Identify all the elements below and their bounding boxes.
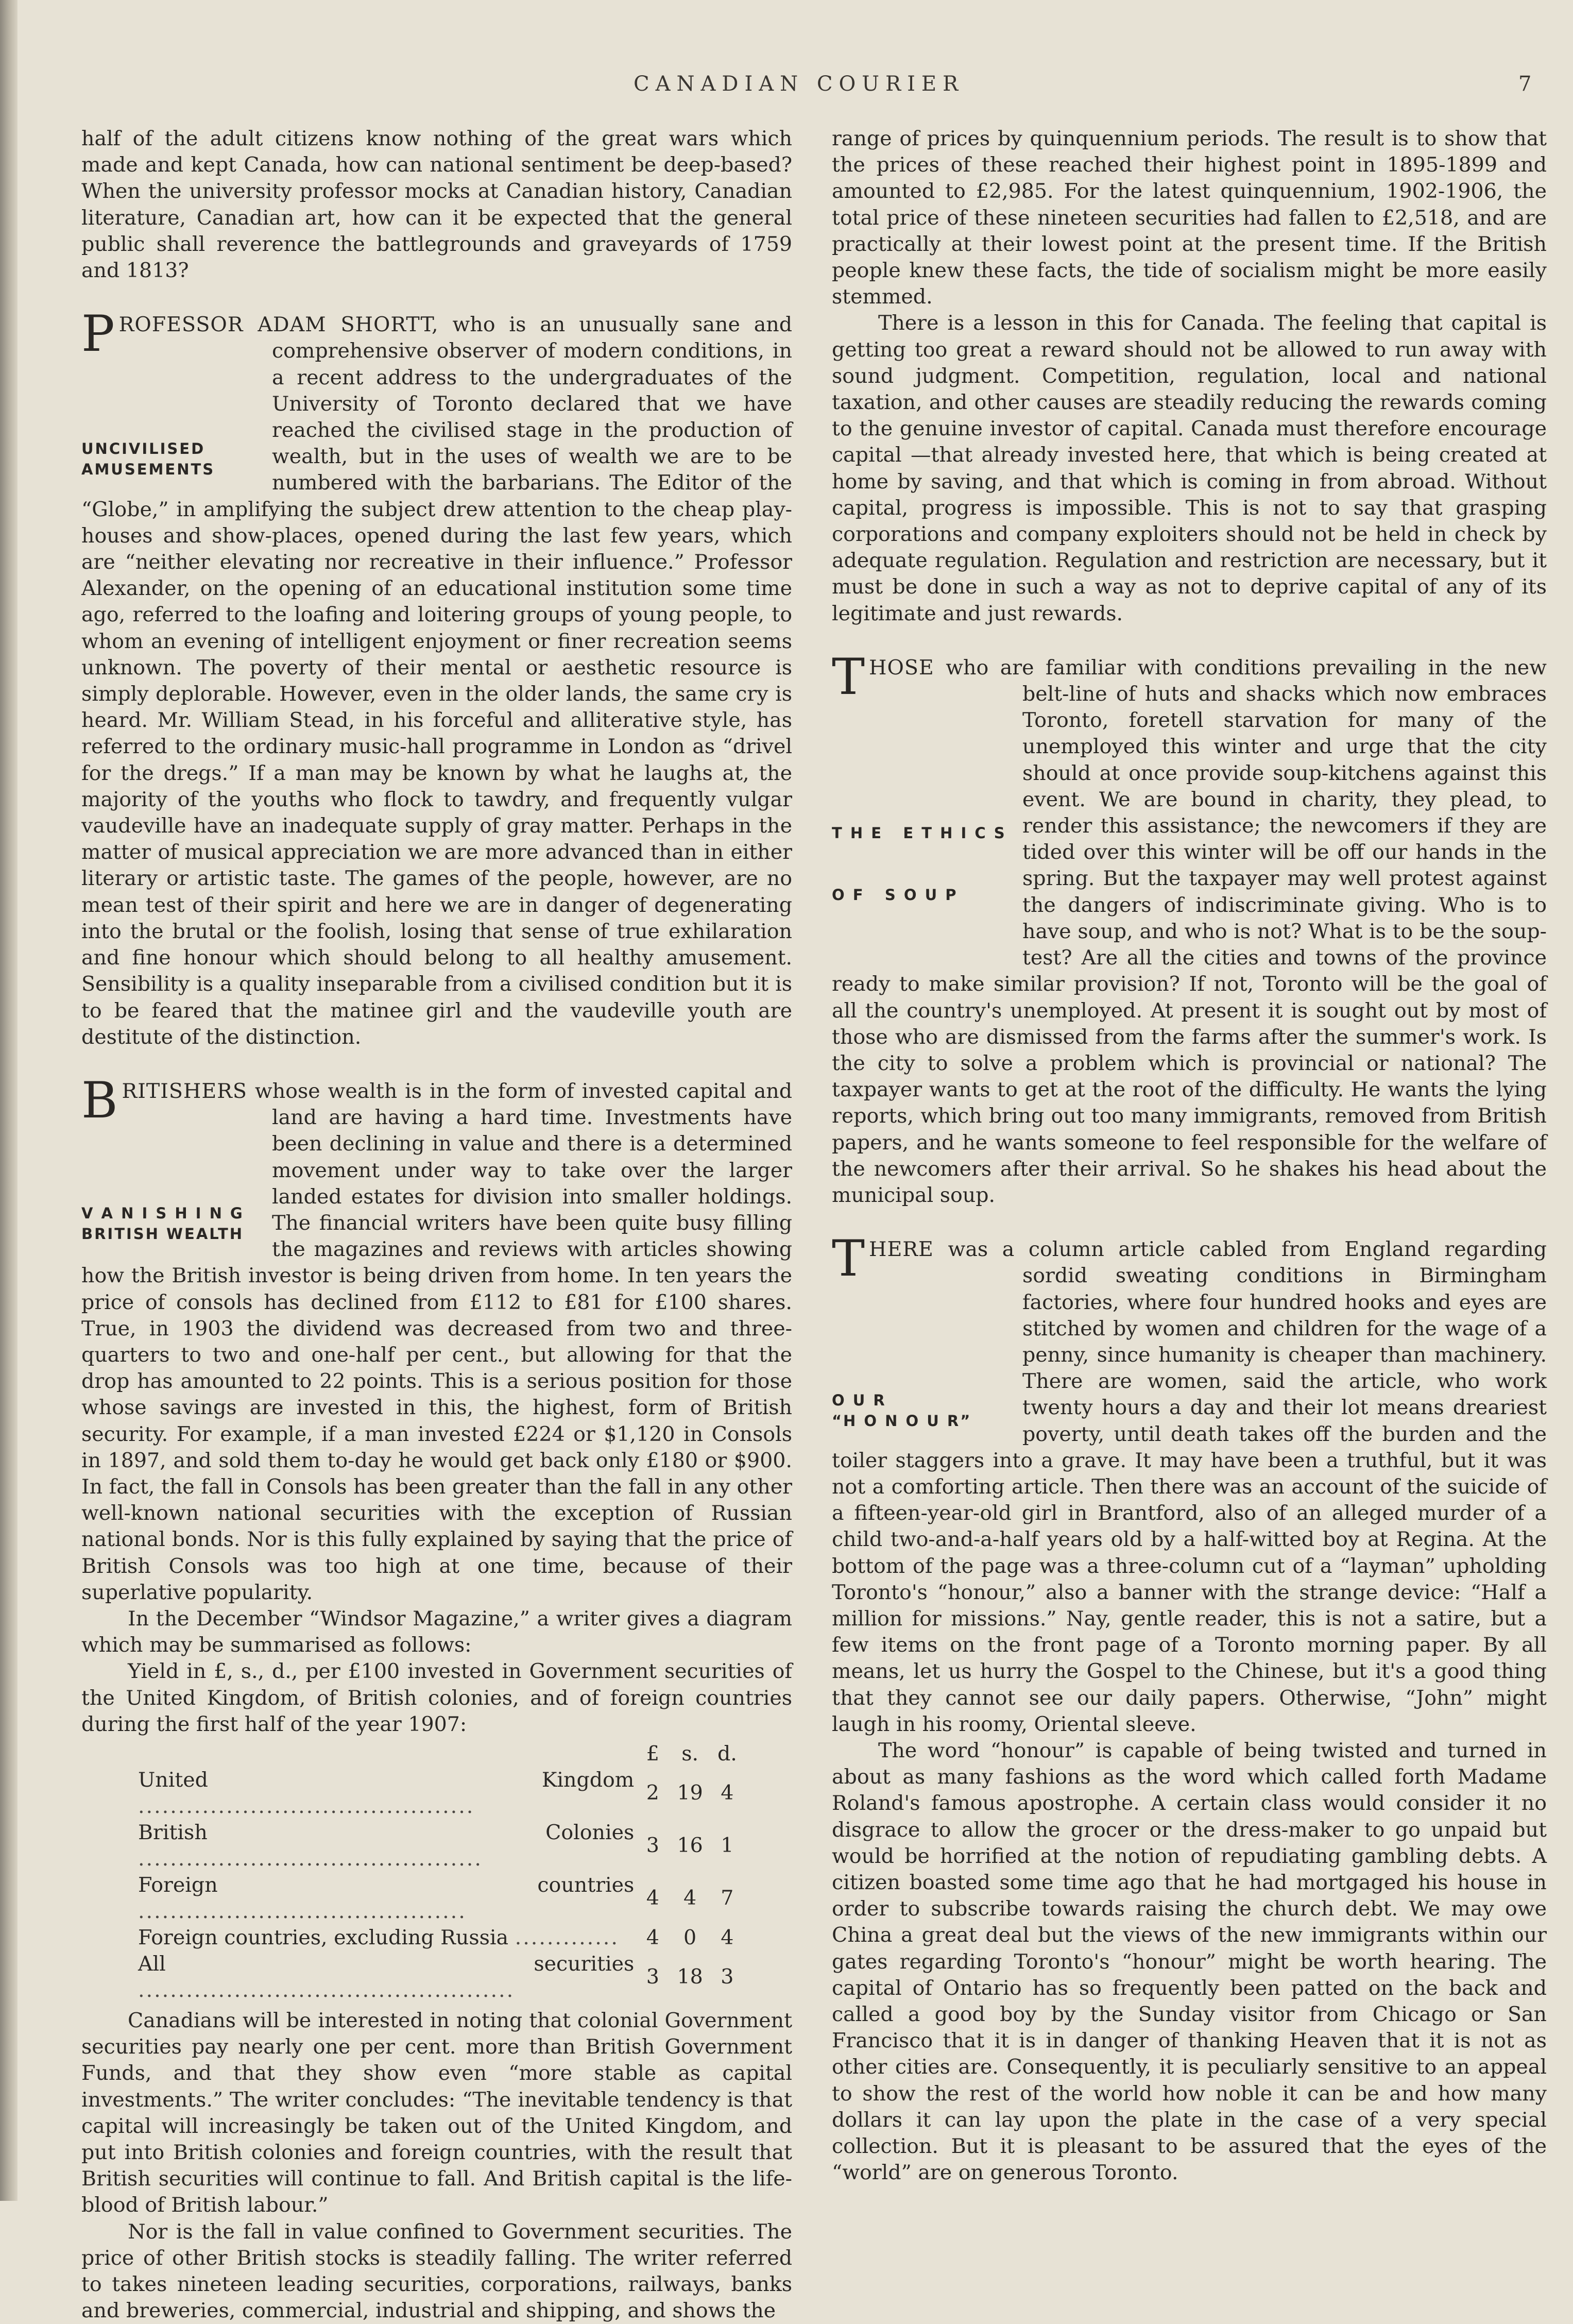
row-label: All securities [138, 1952, 635, 1976]
article-body [81, 305, 792, 1050]
leader-dots: ............................................... [138, 1978, 515, 2002]
table-row [138, 1872, 746, 1925]
cell-shillings: 18 [677, 1965, 703, 1989]
cell-pence: 4 [721, 1781, 734, 1805]
leader-dots: ............. [515, 1925, 619, 1949]
right-column [832, 126, 1547, 2186]
intro-paragraph: half of the adult citizens know nothing of the great wars which made and kept Canada, how can national sentiment be deep-based? When the university professor mocks at Canadian history, Canadian literature, Canadian art, how can it be expected that the general public shall reverence the battlegrounds and graveyards of 1759 and 1813? [81, 127, 792, 283]
side-heading-line: BRITISH WEALTH [81, 1225, 244, 1243]
drop-cap: B [81, 1071, 118, 1129]
article-our-honour [832, 1230, 1547, 2186]
cell-pounds: 4 [646, 1886, 659, 1910]
table-caption: Yield in £, s., d., per £100 invested in Government securities of the United Kingdom, of British colonies, and of foreign countries during the first half of the year 1907: [81, 1659, 792, 1736]
side-heading-line: AMUSEMENTS [81, 461, 215, 479]
cell-pence: 7 [721, 1886, 734, 1910]
running-title: CANADIAN COURIER [634, 72, 965, 96]
article-text: was a column article cabled from England regarding sordid sweating conditions in Birmingham factories, where four hundred hooks and eyes are stitched by women and children for the wage of a penny, since humanity is cheaper than machinery. There are women, said the article, who work twenty hours a day and their lot means dreariest poverty, until death takes off the burden and the toiler staggers into a grave. It may have been a truthful, but it was not a comforting article. Then there was an account of the suicide of a fifteen-year-old girl in Brantford, also of an alleged murder of a child two-and-a-half years old by a half-witted boy at Regina. At the bottom of the page was a three-column cut of a “layman” upholding Toronto's “honour,” also a banner with the strange device: “Half a million for missions.” Nay, gentle reader, this is not a satire, but a few items on the front page of a Toronto morning paper. By all means, let us hurry the Gospel to the Chinese, but it's a good thing that they cannot see our daily papers. Otherwise, “John” might laugh in his roomy, Oriental sleeve. [832, 1237, 1547, 1736]
article-paragraph: Canadians will be interested in noting that colonial Government securities pay nearly one per cent. more than British Government Funds, and that they show even “more stable as capital investments.” The writer concludes: “The inevitable tendency is that capital will increasingly be taken out of the United Kingdom, and put into British colonies and foreign countries, with the result that British securities will continue to fall. And British capital is the life-blood of British labour.” [81, 2008, 792, 2217]
side-heading-line: V A N I S H I N G [81, 1204, 244, 1222]
side-heading-vanishing-british-wealth [81, 1203, 272, 1244]
leader-dots: .......................................... [138, 1794, 475, 1818]
article-ethics-of-soup [832, 648, 1547, 1209]
side-heading-line: UNCIVILISED [81, 440, 206, 458]
yield-table [138, 1741, 746, 2004]
article-paragraph: Nor is the fall in value confined to Government securities. The price of other British stocks is steadily falling. The writer referred to takes nineteen leading securities, corporations, railways, banks and breweries, commercial, industrial and shipping, and shows the [81, 2219, 792, 2323]
lead-words: RITISHERS [122, 1079, 247, 1103]
table-row [138, 1951, 746, 2004]
table-row [138, 1767, 746, 1820]
cell-shillings: 4 [683, 1886, 697, 1910]
column-header: d. [717, 1741, 737, 1766]
page-spine-shadow [0, 0, 18, 2201]
article-body [832, 1230, 1547, 1738]
side-heading-ethics-of-soup [832, 782, 1022, 946]
article-paragraph: There is a lesson in this for Canada. The feeling that capital is getting too great a reward should not be allowed to run away with sound judgment. Competition, regulation, local and national taxation, and other causes are steadily reducing the rewards coming to the genuine investor of capital. Canada must therefore encourage capital —that already invested here, that which is being created at home by saving, and that which is coming in from abroad. Without capital, progress is impossible. This is not to say that grasping corporations and company exploiters should not be held in check by adequate regulation. Regulation and restriction are necessary, but it must be done in such a way as not to deprive capital of any of its legitimate and just rewards. [832, 311, 1547, 625]
side-heading-line: O F S O U P [832, 886, 958, 904]
row-label: British Colonies [138, 1820, 635, 1844]
cell-pounds: 2 [646, 1781, 659, 1805]
row-label: Foreign countries, excluding Russia [138, 1925, 509, 1949]
cell-shillings: 0 [683, 1925, 697, 1949]
left-column [81, 126, 792, 2324]
side-heading-uncivilised-amusements [81, 438, 272, 480]
cell-shillings: 19 [677, 1781, 703, 1805]
side-heading-line: O U R [832, 1392, 886, 1410]
drop-cap: T [832, 1230, 865, 1288]
article-text: who are familiar with conditions prevailing in the new belt-line of huts and shacks which now embraces Toronto, foretell starvation for many of the unemployed this winter and urge that the city should at once provide soup-kitchens against this event. We are bound in charity, they plead, to render this assistance; the newcomers if they are tided over this winter will be off our hands in the spring. But the taxpayer may well protest against the dangers of indiscriminate giving. Who is to have soup, and who is not? What is to be the soup-test? Are all the cities and towns of the province ready to make similar provision? If not, Toronto will be the goal of all the country's unemployed. At present it is sought out by most of those who are dismissed from the farms after the summer's work. Is the city to solve a problem which is provincial or national? The taxpayer wants to get at the root of the difficulty. He wants the lying reports, which bring out too many immigrants, removed from British papers, and he wants someone to feel responsible for the welfare of the newcomers after their arrival. So he shakes his head about the municipal soup. [832, 655, 1547, 1207]
article-body [81, 1071, 792, 1606]
article-paragraph: The word “honour” is capable of being twisted and turned in about as many fashions as the word which called forth Madame Roland's famous apostrophe. A certain class would consider it no disgrace to allow the grocer or the dress-maker to go unpaid but would be horrified at the notion of repudiating gambling debts. A citizen boasted some time ago that he had mortgaged his house in order to subscribe towards raising the church debt. We may owe China a great deal but the views of the new immigrants within our gates regarding Toronto's “honour” might be worth hearing. The capital of Ontario has so frequently been patted on the back and called a good boy by the Sunday visitor from Chicago or San Francisco that it is in danger of thanking Heaven that it is not as other cities are. Consequently, it is peculiarly sensitive to an appeal to show the rest of the world how noble it can be and how many dollars it can lay upon the plate in the case of a very special collection. But it is pleasant to be assured that the eyes of the “world” are on generous Toronto. [832, 1738, 1547, 2185]
cell-pounds: 3 [646, 1965, 659, 1989]
row-label: Foreign countries [138, 1873, 635, 1897]
cell-pounds: 4 [646, 1925, 659, 1949]
lead-words: HERE [869, 1237, 934, 1262]
cell-pounds: 3 [646, 1834, 659, 1858]
column-header: £ [646, 1741, 659, 1766]
cell-shillings: 16 [677, 1834, 703, 1858]
side-heading-our-honour [832, 1390, 1022, 1431]
page-number: 7 [1518, 72, 1532, 96]
side-heading-line: “H O N O U R” [832, 1412, 972, 1430]
leader-dots: ......................................... [138, 1899, 467, 1923]
article-uncivilised-amusements [81, 305, 792, 1050]
side-heading-line: T H E E T H I C S [832, 824, 1006, 842]
cell-pence: 1 [721, 1834, 734, 1858]
cell-pence: 3 [721, 1965, 734, 1989]
column-header: s. [681, 1741, 699, 1766]
row-label: United Kingdom [138, 1768, 635, 1792]
drop-cap: T [832, 648, 865, 706]
article-text: whose wealth is in the form of invested capital and land are having a hard time. Investments have been declining in value and there is a determined movement under way to take over the larger landed estates for division into smaller holdings. The financial writers have been quite busy filling the magazines and reviews with articles showing how the British investor is being driven from home. In ten years the price of consols has declined from £112 to £81 for £100 shares. True, in 1903 the dividend was decreased from two and three-quarters to two and one-half per cent., but allowing for that the drop has amounted to 22 points. This is a serious position for those whose savings are invested in this, the highest, form of British security. For example, if a man invested £224 or $1,120 in Consols in 1897, and sold them to-day he would get back only £180 or $900. In fact, the fall in Consols has been greater than the fall in any other well-known national securities with the exception of Russian national bonds. Nor is this fully explained by saying that the price of British Consols was too high at one time, because of their superlative popularity. [81, 1079, 792, 1604]
article-vanishing-british-wealth [81, 1071, 792, 2324]
table-header-row [138, 1741, 746, 1767]
article-text: who is an unusually sane and comprehensive observer of modern conditions, in a recent address to the undergraduates of the University of Toronto declared that we have reached the civilised stage in the production of wealth, but in the uses of wealth we are to be numbered with the barbarians. The Editor of the “Globe,” in amplifying the subject drew attention to the cheap play-houses and show-places, opened during the last few years, which are “neither elevating nor recreative in their influence.” Professor Alexander, on the opening of an educational institution some time ago, referred to the loafing and loitering groups of young people, to whom an evening of intelligent enjoyment or finer recreation seems unknown. The poverty of their mental or aesthetic resource is simply deplorable. However, even in the older lands, the same cry is heard. Mr. William Stead, in his forceful and alliterative style, has referred to the ordinary music-hall programme in London as “drivel for the dregs.” If a man may be known by what he laughs at, the majority of the youths who flock to tawdry, and frequently vulgar vaudeville have an inadequate supply of gray matter. Perhaps in the matter of musical appreciation we are more advanced than in either literary or artistic taste. The games of the people, however, are no mean test of their spirit and here we are in danger of degenerating into the brutal or the foolish, losing that sense of true exhilaration and fine honour which should belong to all healthy amusement. Sensibility is a quality inseparable from a civilised condition but it is to be feared that the matinee girl and the vaudeville youth are destitute of the distinction. [81, 313, 792, 1049]
drop-cap: P [81, 305, 115, 363]
article-paragraph: In the December “Windsor Magazine,” a writer gives a diagram which may be summarised as follows: [81, 1606, 792, 1657]
lead-words: ROFESSOR ADAM SHORTT, [118, 313, 439, 337]
table-row [138, 1820, 746, 1872]
continued-paragraph: range of prices by quinquennium periods. The result is to show that the prices of these reached their highest point in 1895-1899 and amounted to £2,985. For the latest quinquennium, 1902-1906, the total price of these nineteen securities had fallen to £2,518, and are practically at their lowest point at the present time. If the British people knew these facts, the tide of socialism might be more easily stemmed. [832, 127, 1547, 309]
lead-words: HOSE [869, 655, 934, 680]
cell-pence: 4 [721, 1925, 734, 1949]
table-row [138, 1925, 746, 1951]
leader-dots: ........................................... [138, 1846, 483, 1871]
